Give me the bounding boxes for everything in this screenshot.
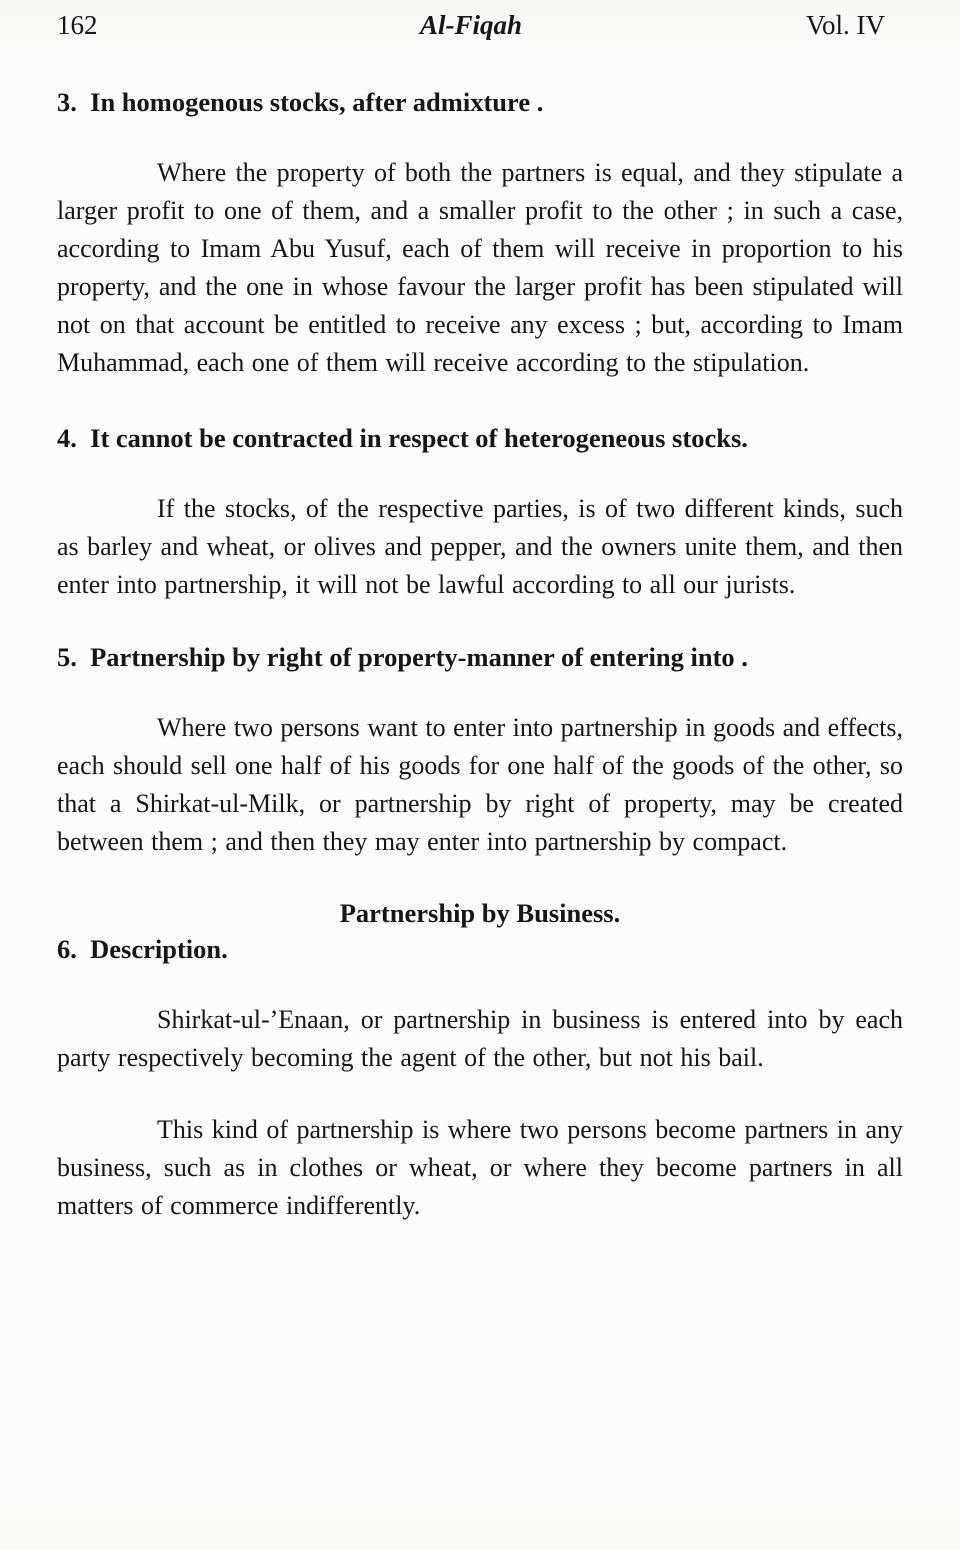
section-5-paragraph: Where two persons want to enter into partnership in goods and effects, each should sell one half of his goods for one half of the goods of the other, so that a Shirkat-ul-Milk, or partnership by right of property, may be created between them ; and then they may enter into partnership by compact. [57, 713, 903, 856]
volume-label: Vol. IV [805, 10, 885, 40]
book-title: Al-Fiqah [419, 10, 523, 40]
page-header [57, 10, 903, 40]
partnership-by-business-heading: Partnership by Business. [339, 898, 621, 928]
section-heading-5: 5. Partnership by right of property-manner of entering into . [57, 642, 748, 672]
section-6-paragraph-1: Shirkat-ul-’Enaan, or partnership in business is entered into by each party respectively becoming the agent of the other, but not his bail. [57, 1005, 903, 1072]
page-number: 162 [57, 10, 98, 40]
section-6-paragraph-2: This kind of partnership is where two persons become partners in any business, such as in clothes or wheat, or where they become partners in all matters of commerce indifferently. [57, 1115, 903, 1220]
section-heading-6: 6. Description. [57, 934, 228, 964]
section-4-paragraph: If the stocks, of the respective parties, is of two different kinds, such as barley and wheat, or olives and pepper, and the owners unite them, and then enter into partnership, it will not be lawful according to all our jurists. [57, 494, 903, 599]
section-heading-4: 4. It cannot be contracted in respect of heterogeneous stocks. [57, 423, 748, 453]
section-heading-3: 3. In homogenous stocks, after admixture . [57, 87, 544, 117]
section-3-paragraph: Where the property of both the partners is equal, and they stipulate a larger profit to one of them, and a smaller profit to the other ; in such a case, according to Imam Abu Yusuf, each of them will receive in proportion to his property, and the one in whose favour the larger profit has been stipulated will not on that account be entitled to receive any excess ; but, according to Imam Muhammad, each one of them will receive according to the stipulation. [57, 158, 903, 377]
